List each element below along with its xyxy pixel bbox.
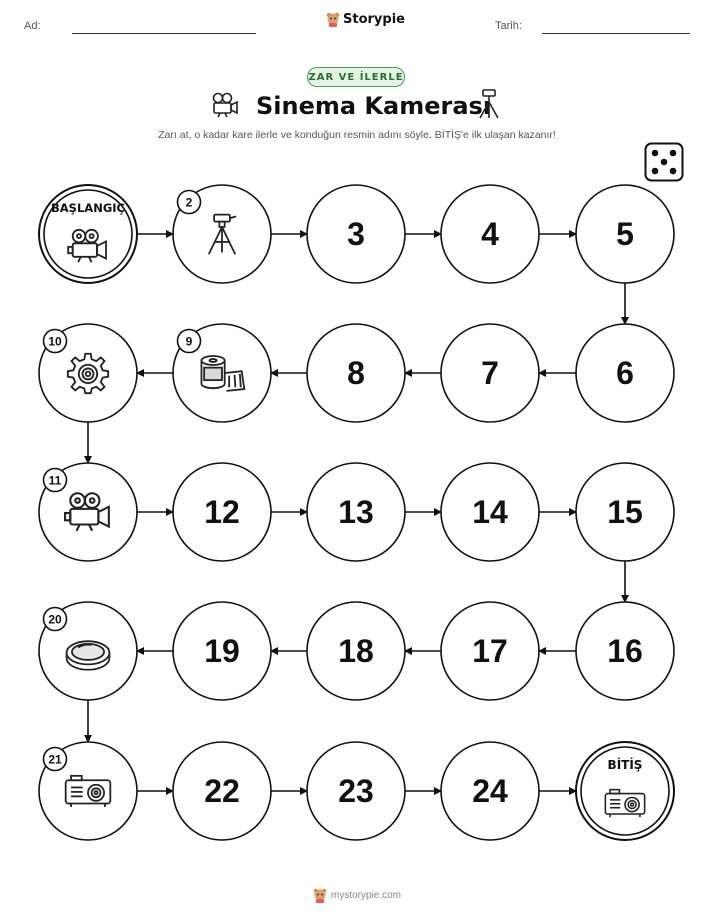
cell-number: 10 [48,334,62,349]
board-cell-1[interactable] [39,185,137,283]
bear-mascot-icon [313,888,327,903]
brand-name: Storypie [343,12,405,27]
board-cell-17[interactable] [441,602,539,700]
cell-number: 8 [347,355,365,391]
cell-number: 15 [607,494,643,530]
name-label: Ad: [24,20,41,32]
board-cell-10[interactable] [39,324,137,422]
cell-number: 3 [347,216,365,252]
start-cell-outer-ring [39,185,137,283]
cell-number: 16 [607,633,643,669]
cell-number: 6 [616,355,634,391]
cell-number: 5 [616,216,634,252]
board-cell-14[interactable] [441,463,539,561]
cell-number: 18 [338,633,374,669]
board-cell-9[interactable] [173,324,271,422]
board-cell-24[interactable] [441,742,539,840]
board-cell-18[interactable] [307,602,405,700]
board-cell-22[interactable] [173,742,271,840]
board-cell-7[interactable] [441,324,539,422]
board-cell-8[interactable] [307,324,405,422]
page-title: Sinema Kamerası [256,92,492,120]
board-cell-12[interactable] [173,463,271,561]
cell-number: 24 [472,773,508,809]
cell-number: 7 [481,355,499,391]
date-label: Tarih: [495,20,522,32]
board-cell-3[interactable] [307,185,405,283]
board-cell-4[interactable] [441,185,539,283]
start-label: BAŞLANGIÇ [51,201,125,215]
cell-number: 20 [48,612,62,627]
cell-number: 14 [472,494,508,530]
board-cell-2[interactable] [173,185,271,283]
finish-cell-outer-ring [576,742,674,840]
board-cell-15[interactable] [576,463,674,561]
instructions-text: Zarı at, o kadar kare ilerle ve konduğun resmin adını söyle. BİTİŞ'e ilk ulaşan kazanır! [158,129,556,141]
cell-number: 9 [185,334,193,349]
footer [0,888,714,903]
cell-number: 22 [204,773,240,809]
activity-badge: ZAR VE İLERLE [307,67,405,87]
finish-label: BİTİŞ [607,758,643,772]
board-cell-20[interactable] [39,602,137,700]
cell-number: 11 [48,473,62,488]
board-cell-11[interactable] [39,463,137,561]
cell-number: 23 [338,773,374,809]
board-cell-21[interactable] [39,742,137,840]
cell-number: 4 [481,216,499,252]
cell-number: 19 [204,633,240,669]
board-cell-13[interactable] [307,463,405,561]
board-cell-5[interactable] [576,185,674,283]
board-cell-25[interactable] [576,742,674,840]
cell-number: 21 [48,752,62,767]
cell-number: 17 [472,633,508,669]
cell-number: 12 [204,494,240,530]
board-cell-16[interactable] [576,602,674,700]
footer-url[interactable]: mystorypie.com [330,890,401,901]
cell-number: 13 [338,494,374,530]
board-cell-23[interactable] [307,742,405,840]
board-cell-19[interactable] [173,602,271,700]
board-cell-6[interactable] [576,324,674,422]
cell-number: 2 [185,195,193,210]
